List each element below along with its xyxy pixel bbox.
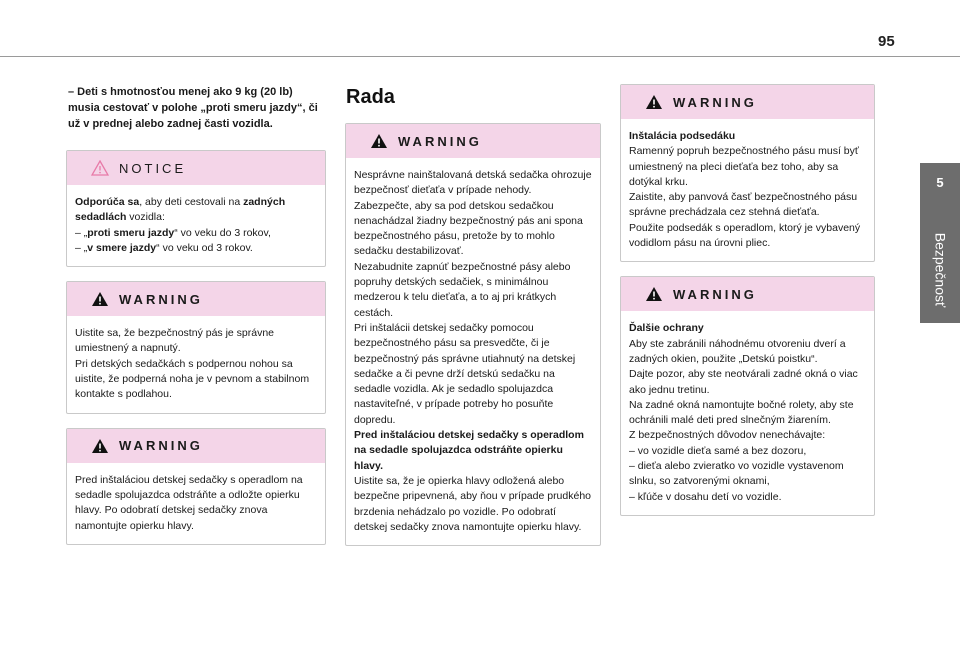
warning-body (346, 158, 600, 545)
notice-item-1-prefix: – „ (75, 226, 88, 239)
warning-body (67, 463, 325, 544)
warning-body (621, 119, 874, 261)
notice-item-1 (75, 226, 317, 241)
chapter-tab[interactable] (920, 163, 960, 323)
column-right (620, 84, 875, 530)
warning-text: Nezabudnite zapnúť bezpečnostné pásy alebo popruhy detských sedačiek, s minimálnou medzerou k telu dieťaťa, a to aj pri krátkych cestách. (354, 260, 571, 319)
notice-body (67, 185, 325, 266)
warning-box-protection (620, 276, 875, 516)
warning-text: Uistite sa, že bezpečnostný pás je správne umiestnený a napnutý. (75, 327, 275, 355)
warning-triangle-icon (370, 133, 388, 149)
list-item: – vo vozidle dieťa samé a bez dozoru, (629, 444, 807, 457)
warning-bold-text: Pred inštaláciou detskej sedačky s operadlom na sedadle spolujazdca odstráňte opierku hlavy. (354, 429, 584, 472)
warning-title-text: Inštalácia podsedáku (629, 130, 736, 142)
notice-item-2-text: “ vo veku od 3 rokov. (156, 241, 253, 254)
warning-title-text: Ďalšie ochrany (629, 322, 704, 335)
warning-title (629, 129, 866, 144)
warning-text: Na zadné okná namontujte bočné rolety, aby ste ochránili malé deti pred slnečným žiarením. (629, 398, 854, 427)
warning-text: Pri detských sedačkách s podpernou nohou sa uistite, že podperná noha je v pevnom a stabilnom kontakte s podlahou. (75, 357, 310, 401)
chapter-number: 5 (936, 175, 944, 190)
notice-lead-bold2: zadných sedadlách (75, 196, 286, 224)
notice-item-2-bold: v smere jazdy (87, 241, 157, 254)
warning-box-headrest (66, 428, 326, 545)
warning-header (67, 282, 325, 316)
warning-label: WARNING (119, 438, 203, 454)
warning-text: Z bezpečnostných dôvodov nenechávajte: (629, 429, 826, 442)
notice-lead (75, 195, 317, 226)
header-rule (0, 56, 960, 57)
warning-text: Dajte pozor, aby ste neotvárali zadné okná o viac ako jednu tretinu. (629, 368, 858, 396)
warning-body (621, 311, 874, 515)
warning-text: Použite podsedák s operadlom, ktorý je vybavený vodidlom pásu na úrovni pliec. (629, 221, 861, 250)
warning-header (621, 277, 874, 311)
warning-text: Pri inštalácii detskej sedačky pomocou bezpečnostného pásu sa presvedčte, či je bezpečnostný pás správne utiahnutý na detskej sedačke a či pevne drží detskú sedačku na sedadle vozidla. Ak je sedadlo spolujazdca nastaviteľné, v prípade potreby ho posuňte dopredu. (354, 321, 576, 426)
warning-outline-icon (91, 160, 109, 176)
warning-triangle-icon (91, 291, 109, 307)
warning-label: WARNING (398, 133, 482, 149)
section-heading: Rada (346, 86, 395, 108)
notice-box (66, 150, 326, 267)
warning-body (67, 316, 325, 412)
notice-lead-text: , aby deti cestovali na (139, 196, 244, 208)
warning-text: Pred inštaláciou detskej sedačky s operadlom na sedadle spolujazdca odstráňte a odložte opierku hlavy. Po odobratí detskej sedačky znova namontujte opierku hlavy. (75, 473, 303, 532)
warning-text: Zaistite, aby panvová časť bezpečnostného pásu správne prechádzala cez stehná dieťaťa. (629, 191, 858, 219)
warning-text: Uistite sa, že je opierka hlavy odložená alebo bezpečne pripevnená, aby ňou v prípade prudkého brzdenia nehádzalo po vozidle. Po odobratí detskej sedačky znova namontujte opierku hlavy. (354, 474, 592, 533)
warning-text: Ramenný popruh bezpečnostného pásu musí byť umiestnený na pleci dieťaťa bez toho, aby sa dotýkal krku. (629, 145, 859, 188)
warning-triangle-icon (645, 94, 663, 110)
notice-lead-bold: Odporúča sa (75, 196, 140, 208)
notice-lead-end: vozidla: (126, 211, 165, 224)
chapter-title (926, 225, 954, 315)
warning-text: Zabezpečte, aby sa pod detskou sedačkou nenachádzal žiadny bezpečnostný pás ani spona bezpečnostného pásu, pretože by to mohlo sedačku destabilizovať. (354, 199, 583, 258)
warning-label: WARNING (673, 94, 757, 110)
warning-box-seatbelt (66, 281, 326, 413)
warning-triangle-icon (91, 438, 109, 454)
warning-label: WARNING (119, 291, 203, 307)
warning-text: Aby ste zabránili náhodnému otvoreniu dverí a zadných okien, použite „Detskú poistku“. (629, 337, 846, 365)
warning-box-booster (620, 84, 875, 262)
notice-label: NOTICE (119, 160, 187, 176)
list-item: – dieťa alebo zvieratko vo vozidle vystavenom slnku, so zatvorenými oknami, (629, 460, 844, 488)
notice-item-2 (75, 241, 317, 256)
warning-title (629, 321, 866, 336)
column-middle (345, 84, 601, 560)
warning-text-bold (354, 428, 592, 474)
list-item: – kľúče v dosahu detí vo vozidle. (629, 490, 782, 503)
warning-header (621, 85, 874, 119)
intro-paragraph: – Deti s hmotnosťou menej ako 9 kg (20 lb) musia cestovať v polohe „proti smeru jazdy“, či už v prednej alebo zadnej časti vozidla. (68, 86, 318, 130)
warning-text: Nesprávne nainštalovaná detská sedačka ohrozuje bezpečnosť dieťaťa v prípade nehody. (354, 169, 592, 197)
warning-label: WARNING (673, 286, 757, 302)
warning-triangle-icon (645, 286, 663, 302)
warning-header (346, 124, 600, 158)
page-number: 95 (878, 33, 895, 50)
notice-item-2-prefix: – „ (75, 241, 88, 254)
notice-header (67, 151, 325, 185)
notice-item-1-text: “ vo veku do 3 rokov, (174, 226, 271, 239)
warning-header (67, 429, 325, 463)
column-left (66, 84, 326, 559)
notice-item-1-bold: proti smeru jazdy (87, 226, 175, 239)
chapter-title-text: Bezpečnosť (932, 232, 948, 308)
warning-box-installation (345, 123, 601, 546)
